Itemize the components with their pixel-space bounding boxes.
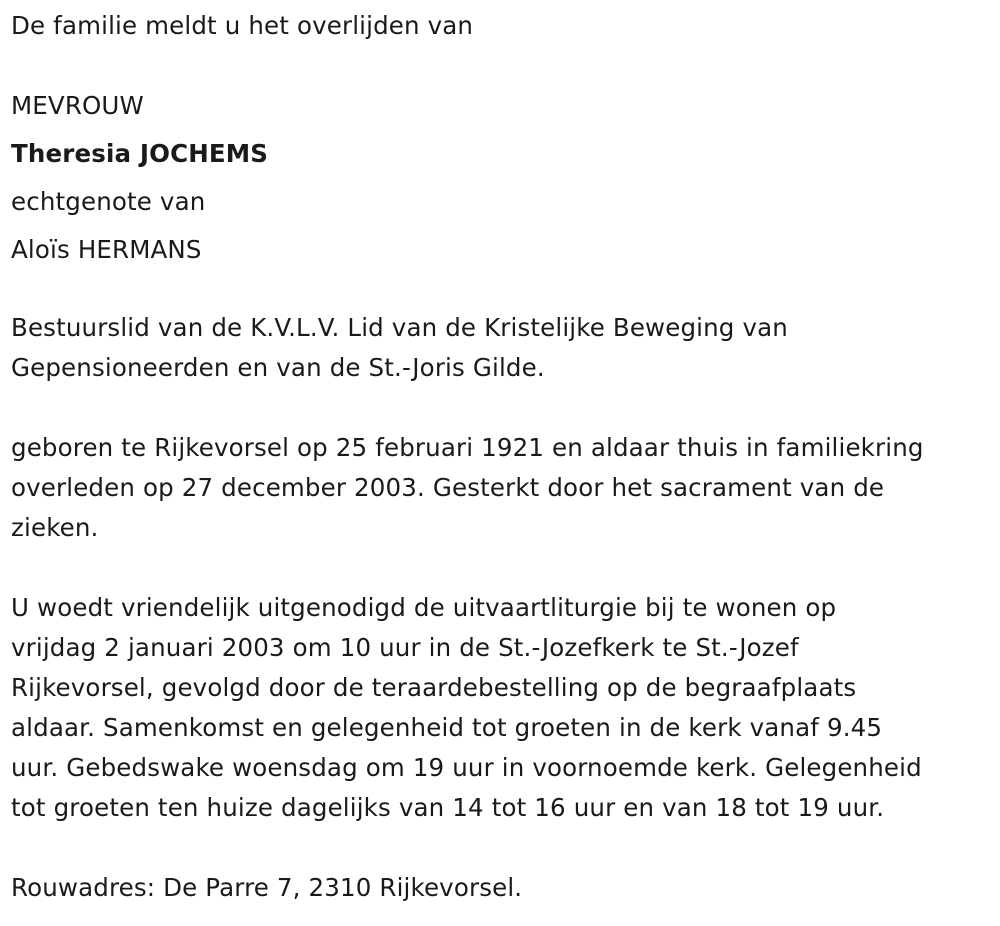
birth-death-paragraph: geboren te Rijkevorsel op 25 februari 1921 en aldaar thuis in familiekring overleden op 27 december 2003. Gesterkt door het sacrament van de zieken. [11, 433, 924, 542]
intro-text: De familie meldt u het overlijden van [11, 11, 474, 40]
deceased-name: Theresia JOCHEMS [11, 139, 269, 168]
relation-text: echtgenote van [11, 187, 206, 216]
honorific-title: MEVROUW [11, 91, 144, 120]
membership-paragraph: Bestuurslid van de K.V.L.V. Lid van de Kristelijke Beweging van Gepensioneerden en van de St.-Joris Gilde. [11, 313, 788, 382]
spouse-name: Aloïs HERMANS [11, 235, 202, 264]
obituary-notice [11, 4, 996, 908]
funeral-paragraph: U woedt vriendelijk uitgenodigd de uitvaartliturgie bij te wonen op vrijdag 2 januari 2003 om 10 uur in de St.-Jozefkerk te St.-Jozef Rijkevorsel, gevolgd door de teraardebestelling op de begraafplaats aldaar. Samenkomst en gelegenheid tot groeten in de kerk vanaf 9.45 uur. Gebedswake woensdag om 19 uur in voornoemde kerk. Gelegenheid tot groeten ten huize dagelijks van 14 tot 16 uur en van 18 tot 19 uur. [11, 593, 922, 822]
mourning-address: Rouwadres: De Parre 7, 2310 Rijkevorsel. [11, 873, 523, 902]
